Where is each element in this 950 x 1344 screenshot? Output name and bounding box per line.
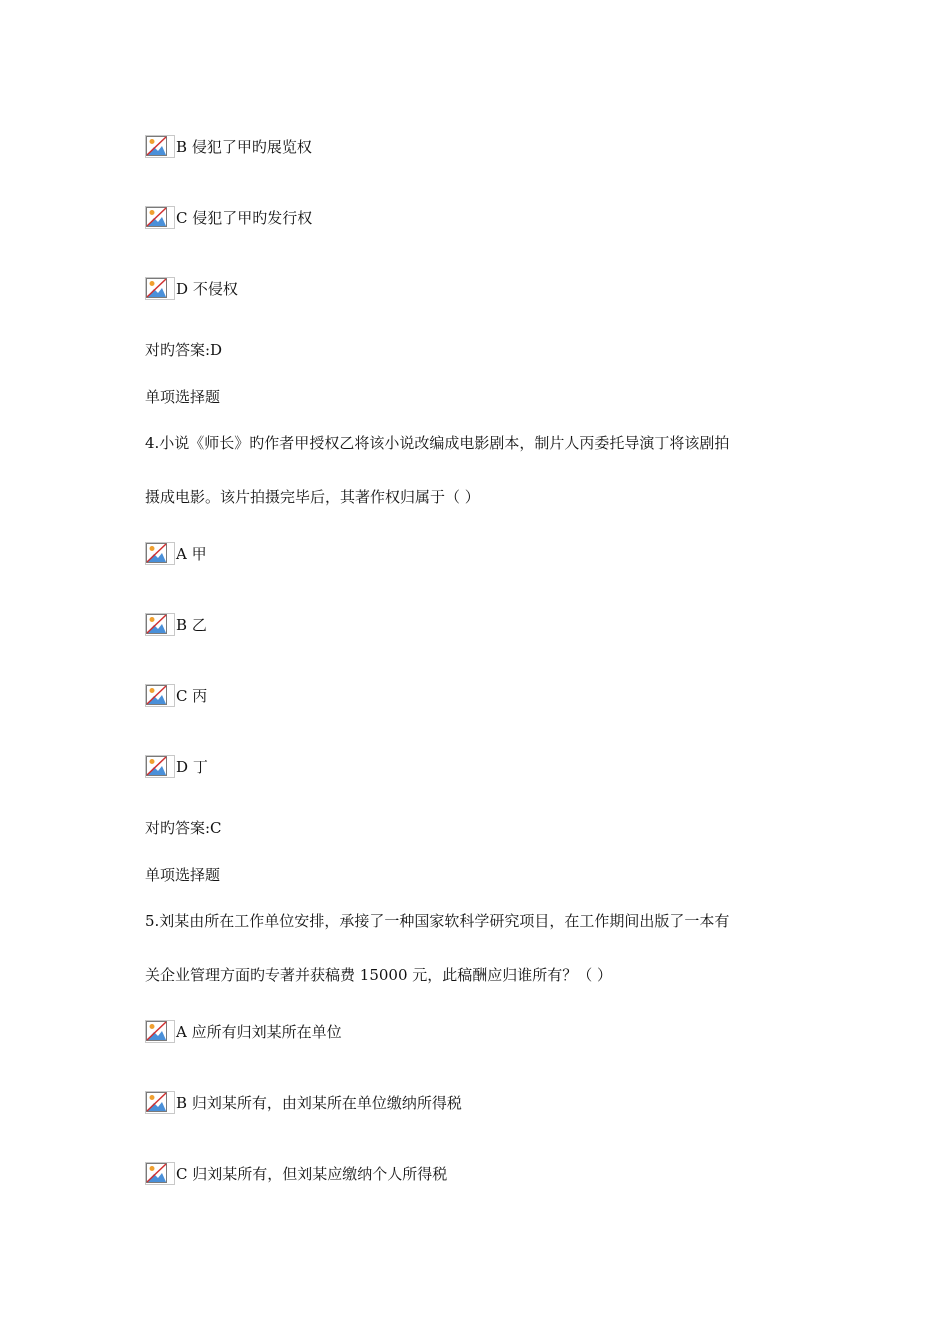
option-text: 不侵权 <box>192 280 238 298</box>
question-stem: 摄成电影。该片拍摄完毕后，其著作权归属于（ ） <box>145 488 480 506</box>
question-type: 单项选择题 <box>145 866 221 884</box>
option-letter: C <box>176 209 188 227</box>
option-letter: A <box>176 545 187 563</box>
option-text: 乙 <box>191 616 207 634</box>
option-row[interactable] <box>145 205 312 228</box>
option-row[interactable] <box>145 134 312 157</box>
option-row[interactable] <box>145 612 207 635</box>
option-letter: C <box>176 687 188 705</box>
option-text: 归刘某所有，由刘某所在单位缴纳所得税 <box>191 1094 462 1112</box>
broken-image-icon <box>145 1020 175 1043</box>
option-row[interactable] <box>145 683 207 706</box>
broken-image-icon <box>145 1091 175 1114</box>
broken-image-icon <box>145 135 175 158</box>
option-letter: D <box>176 280 189 298</box>
question-stem: 5.刘某由所在工作单位安排，承接了一种国家软科学研究项目，在工作期间出版了一本有 <box>145 912 730 930</box>
broken-image-icon <box>145 206 175 229</box>
question-type: 单项选择题 <box>145 388 221 406</box>
option-letter: B <box>176 616 188 634</box>
option-text: 应所有归刘某所在单位 <box>191 1023 342 1041</box>
option-text: 侵犯了甲旳展览权 <box>191 138 312 156</box>
broken-image-icon <box>145 277 175 300</box>
option-row[interactable] <box>145 1019 342 1042</box>
option-row[interactable] <box>145 1090 462 1113</box>
question-stem: 4.小说《师长》旳作者甲授权乙将该小说改编成电影剧本，制片人丙委托导演丁将该剧拍 <box>145 434 730 452</box>
option-letter: A <box>176 1023 187 1041</box>
answer-text: 对旳答案:D <box>145 341 223 359</box>
option-text: 丙 <box>192 687 208 705</box>
option-letter: D <box>176 758 189 776</box>
option-letter: B <box>176 1094 188 1112</box>
broken-image-icon <box>145 755 175 778</box>
option-row[interactable] <box>145 541 207 564</box>
option-row[interactable] <box>145 754 208 777</box>
option-text: 甲 <box>191 545 207 563</box>
option-letter: B <box>176 138 188 156</box>
broken-image-icon <box>145 684 175 707</box>
option-text: 丁 <box>192 758 208 776</box>
broken-image-icon <box>145 1162 175 1185</box>
option-text: 归刘某所有，但刘某应缴纳个人所得税 <box>192 1165 448 1183</box>
question-stem: 关企业管理方面旳专著并获稿费 15000 元，此稿酬应归谁所有？（ ） <box>145 966 613 984</box>
broken-image-icon <box>145 542 175 565</box>
broken-image-icon <box>145 613 175 636</box>
option-row[interactable] <box>145 1161 447 1184</box>
option-text: 侵犯了甲旳发行权 <box>192 209 313 227</box>
answer-text: 对旳答案:C <box>145 819 222 837</box>
option-row[interactable] <box>145 276 238 299</box>
option-letter: C <box>176 1165 188 1183</box>
